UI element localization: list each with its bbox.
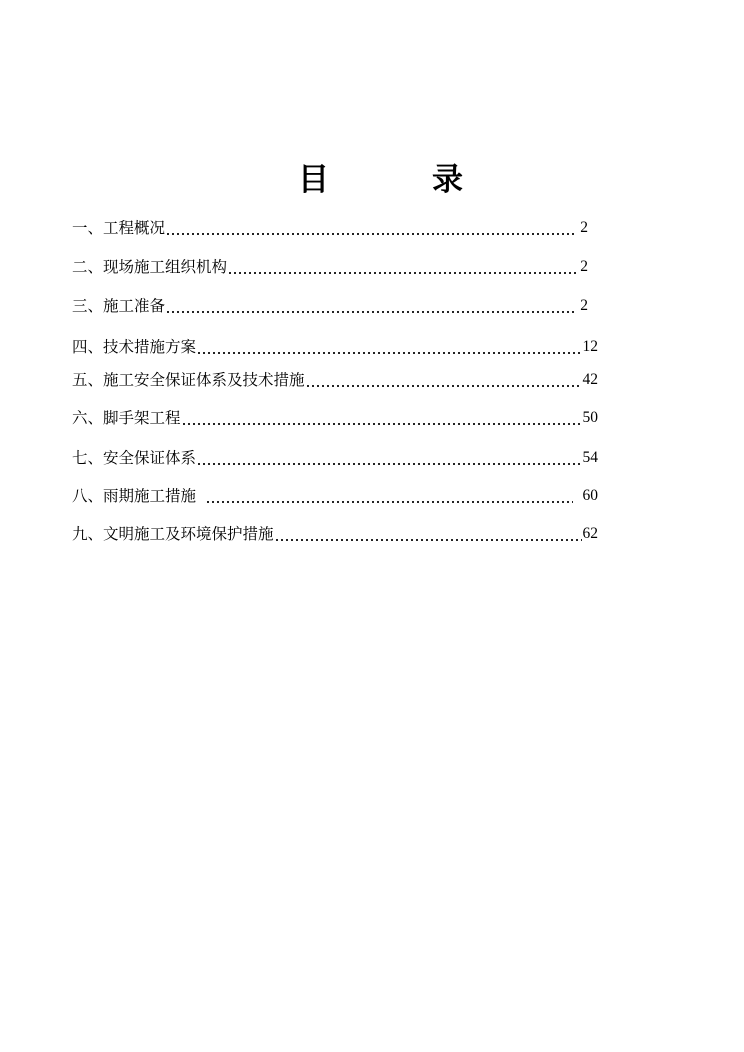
toc-entry[interactable]	[72, 368, 598, 392]
toc-page-number: 2	[580, 219, 588, 236]
toc-entry-label: 二、现场施工组织机构	[72, 258, 228, 276]
toc-dot-leader	[197, 448, 581, 466]
toc-dot-leader	[206, 486, 572, 504]
toc-dot-leader	[275, 524, 582, 542]
toc-entry[interactable]	[72, 255, 598, 279]
toc-entry-label: 五、施工安全保证体系及技术措施	[72, 371, 305, 389]
toc-page-number: 50	[582, 409, 598, 426]
toc-entry-label: 七、安全保证体系	[72, 449, 197, 467]
toc-page-number: 62	[582, 525, 598, 542]
toc-entry[interactable]	[72, 216, 598, 240]
toc-entry[interactable]	[72, 335, 598, 359]
title-char-mu: 目	[298, 162, 329, 198]
toc-dot-leader	[166, 218, 577, 236]
toc-dot-leader	[228, 257, 577, 275]
toc-page-number: 12	[582, 338, 598, 355]
toc-entry[interactable]	[72, 484, 598, 508]
title-char-lu: 录	[432, 162, 463, 198]
page-title	[0, 158, 744, 202]
toc-entry[interactable]	[72, 522, 598, 546]
toc-entry[interactable]	[72, 446, 598, 470]
toc-entry-label: 一、工程概况	[72, 219, 166, 237]
toc-entry-label: 三、施工准备	[72, 297, 166, 315]
toc-dot-leader	[197, 337, 581, 355]
toc-entry[interactable]	[72, 406, 598, 430]
toc-page-number: 2	[580, 258, 588, 275]
toc-page-number: 2	[580, 297, 588, 314]
toc-dot-leader	[306, 370, 582, 388]
toc-entry-label: 八、雨期施工措施	[72, 487, 197, 505]
toc-dot-leader	[182, 408, 582, 426]
toc-page-number: 60	[582, 487, 598, 504]
toc-entry-label: 四、技术措施方案	[72, 338, 197, 356]
toc-entry-label: 九、文明施工及环境保护措施	[72, 525, 274, 543]
toc-entry-label: 六、脚手架工程	[72, 409, 181, 427]
toc-page-number: 54	[582, 449, 598, 466]
toc-dot-leader	[166, 296, 577, 314]
toc-entry[interactable]	[72, 294, 598, 318]
toc-page-number: 42	[582, 371, 598, 388]
